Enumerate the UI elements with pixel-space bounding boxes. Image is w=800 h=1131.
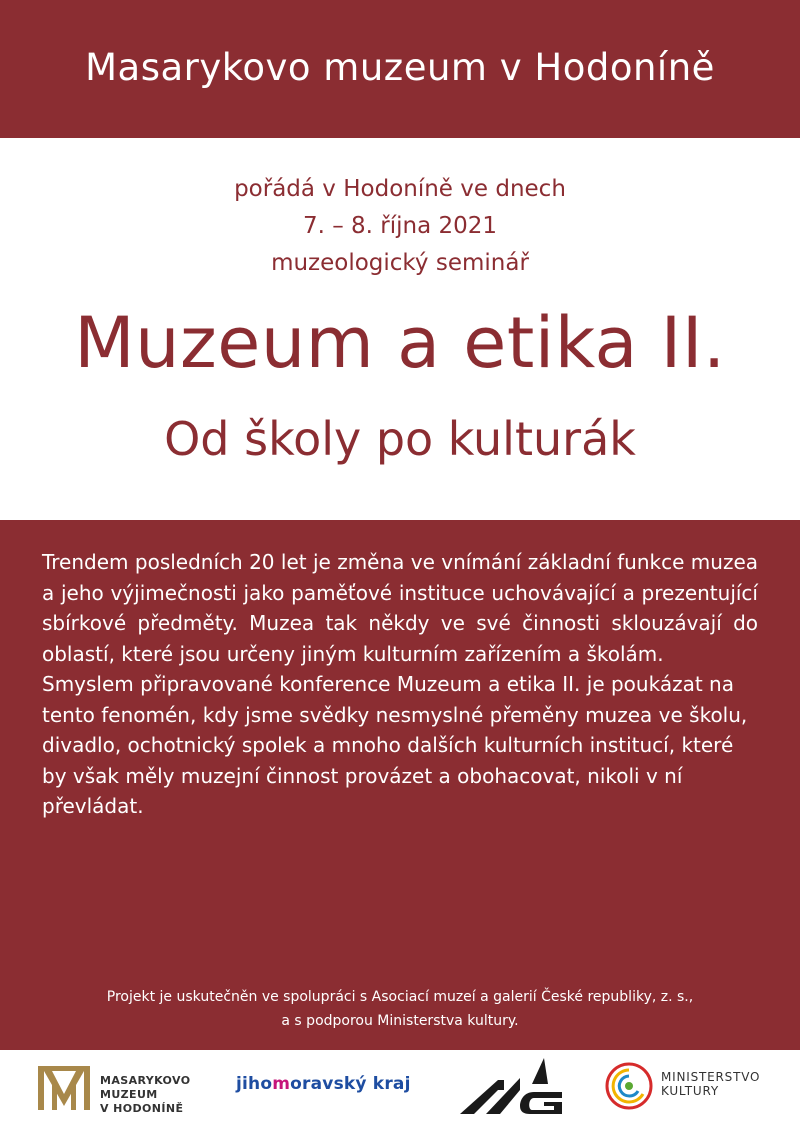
- mk-logo-line-1: MINISTERSTVO: [661, 1070, 761, 1084]
- masarykovo-muzeum-logo: [38, 1062, 208, 1114]
- amg-mark-icon: [458, 1056, 568, 1118]
- ministerstvo-kultury-logo: [603, 1060, 773, 1112]
- mm-logo-line-2: MUZEUM: [100, 1088, 158, 1101]
- intro-line-organizer: pořádá v Hodoníně ve dnech: [234, 176, 566, 202]
- event-title: Muzeum a etika II.: [74, 302, 726, 384]
- jmk-part-1: jiho: [236, 1074, 273, 1094]
- description-text: [42, 547, 758, 822]
- credit-line-1: Projekt je uskutečněn ve spolupráci s Asociací muzeí a galerií České republiky, z. s.,: [106, 989, 694, 1005]
- ministerstvo-kultury-emblem-icon: [603, 1060, 655, 1112]
- jmk-part-3: oravský kraj: [290, 1074, 411, 1094]
- description-paragraph-2: Smyslem připravované konference Muzeum a etika II. je poukázat na tento fenomén, kdy jsme svědky nesmyslné přeměny muzea ve školu, divadlo, ochotnický spolek a mnoho dalších kulturních institucí, které by však měly muzejní činnost provázet a obohacovat, nikoli v ní převládat.: [42, 672, 748, 818]
- project-credit: [0, 985, 800, 1033]
- museum-name: Masarykovo muzeum v Hodoníně: [85, 46, 715, 89]
- jmk-part-2: m: [272, 1074, 291, 1094]
- intro-line-event-type: muzeologický seminář: [271, 250, 529, 276]
- intro-line-date: 7. – 8. října 2021: [302, 213, 498, 239]
- header-band: [0, 0, 800, 138]
- amg-logo: [458, 1056, 568, 1122]
- mm-monogram-icon: [38, 1062, 90, 1114]
- mk-logo-line-2: KULTURY: [661, 1084, 719, 1098]
- description-paragraph-1: Trendem posledních 20 let je změna ve vnímání základní funkce muzea a jeho výjimečnosti jako paměťové instituce uchovávající a prezentující sbírkové předměty. Muzea tak někdy ve své činnosti sklouzávají do oblastí, které jsou určeny jiným kulturním zařízením a školám.: [42, 550, 758, 666]
- event-subtitle: Od školy po kulturák: [164, 412, 636, 466]
- mm-logo-line-3: V HODONÍNĚ: [100, 1102, 184, 1115]
- credit-line-2: a s podporou Ministerstva kultury.: [281, 1013, 519, 1029]
- jihomoravsky-kraj-logo: [236, 1074, 411, 1094]
- logo-footer: [0, 1050, 800, 1131]
- mm-logo-line-1: MASARYKOVO: [100, 1074, 191, 1087]
